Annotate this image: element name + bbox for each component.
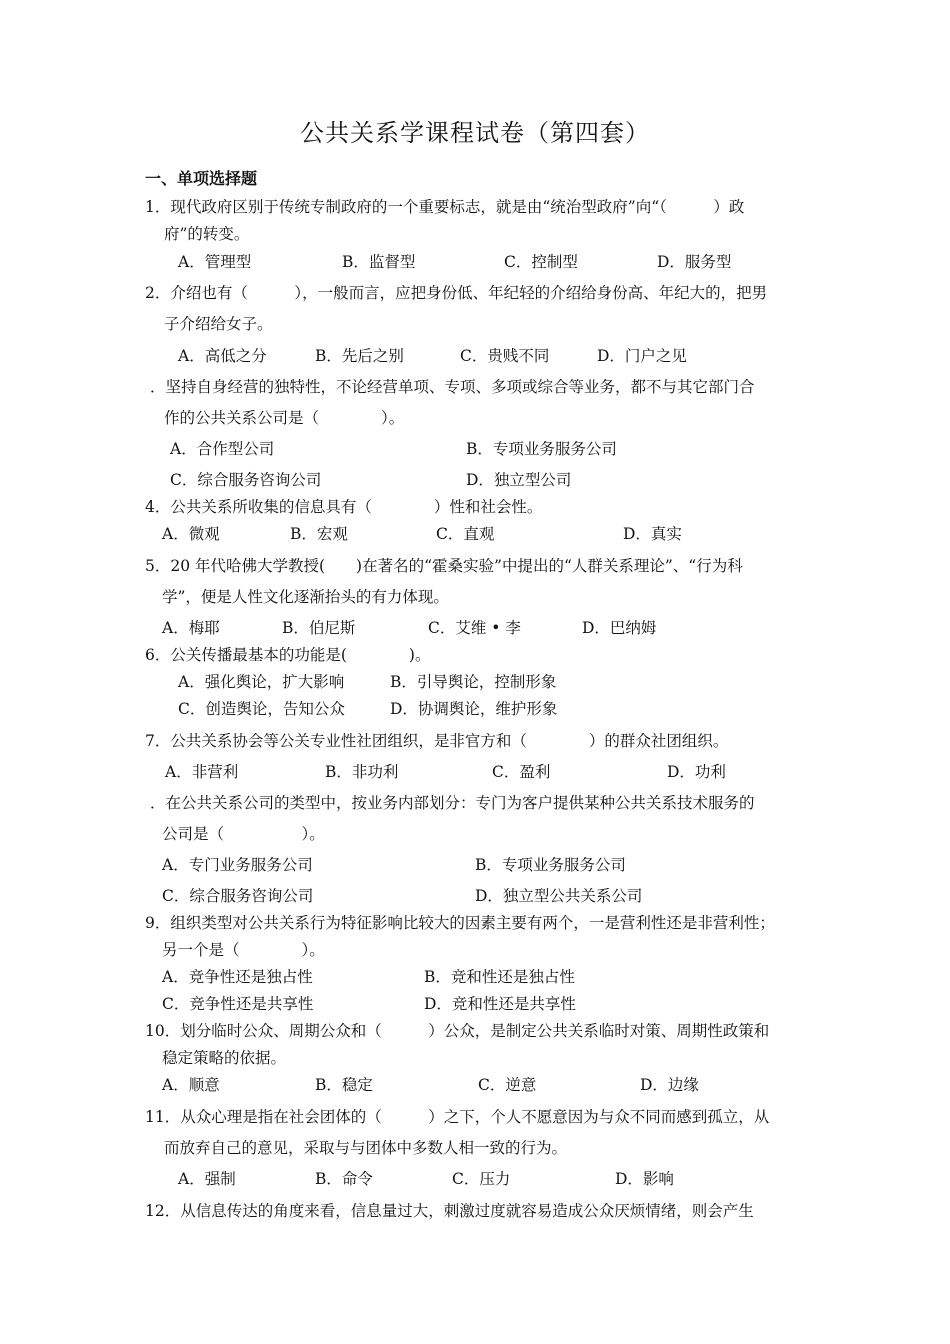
question-10-stem-line-2: 稳定策略的依据。 [162, 1049, 287, 1067]
page-title: 公共关系学课程试卷（第四套） [300, 119, 650, 147]
question-11-option-c: C．压力 [452, 1170, 511, 1188]
question-1-option-b: B．监督型 [342, 253, 416, 271]
question-12-stem-line-1: 12．从信息传达的角度来看，信息量过大，刺激过度就容易造成公众厌烦情绪，则会产生 [145, 1202, 754, 1220]
question-9-option-d: D．竞和性还是共享性 [424, 995, 576, 1013]
question-9-option-c: C．竞争性还是共享性 [162, 995, 314, 1013]
question-5-stem-line-1: 5．20 年代哈佛大学教授( )在著名的“霍桑实验”中提出的“人群关系理论”、“行为科 [145, 557, 743, 575]
question-3-option-d: D．独立型公司 [466, 471, 572, 489]
question-1-stem-line-1: 1．现代政府区别于传统专制政府的一个重要标志，就是由“统治型政府”向“（ ）政 [145, 198, 745, 216]
question-11-option-b: B．命令 [315, 1170, 373, 1188]
question-8-option-c: C．综合服务咨询公司 [162, 887, 314, 905]
question-10-option-d: D．边缘 [640, 1076, 699, 1094]
question-7-option-c: C．盈利 [492, 763, 551, 781]
question-1-option-d: D．服务型 [657, 253, 732, 271]
question-2-option-d: D．门户之见 [597, 347, 687, 365]
question-11-option-a: A．强制 [178, 1170, 236, 1188]
question-9-option-a: A．竞争性还是独占性 [162, 968, 313, 986]
question-2-stem-line-1: 2．介绍也有（ ），一般而言，应把身份低、年纪轻的介绍给身份高、年纪大的，把男 [145, 284, 768, 302]
question-6-option-c: C．创造舆论，告知公众 [178, 700, 345, 718]
question-3-option-a: A．合作型公司 [170, 440, 275, 458]
question-8-stem-line-1: ．在公共关系公司的类型中，按业务内部划分：专门为客户提供某种公共关系技术服务的 [150, 794, 755, 812]
question-10-option-c: C．逆意 [478, 1076, 537, 1094]
question-7-option-b: B．非功利 [325, 763, 399, 781]
question-3-option-c: C．综合服务咨询公司 [170, 471, 322, 489]
question-4-option-b: B．宏观 [290, 525, 348, 543]
question-5-option-d: D．巴纳姆 [582, 619, 657, 637]
question-2-stem-line-2: 子介绍给女子。 [164, 315, 273, 333]
question-9-option-b: B．竞和性还是独占性 [424, 968, 575, 986]
question-8-option-b: B．专项业务服务公司 [475, 856, 626, 874]
question-4-option-d: D．真实 [623, 525, 682, 543]
question-3-stem-line-2: 作的公共关系公司是（ ）。 [164, 409, 405, 427]
question-2-option-b: B．先后之别 [315, 347, 404, 365]
question-9-stem-line-2: 另一个是（ ）。 [162, 941, 325, 959]
question-6-option-a: A．强化舆论，扩大影响 [178, 673, 345, 691]
question-10-option-b: B．稳定 [315, 1076, 373, 1094]
question-7-option-d: D．功利 [667, 763, 726, 781]
question-1-stem-line-2: 府”的转变。 [164, 225, 250, 243]
question-10-stem-line-1: 10．划分临时公众、周期公众和（ ）公众，是制定公共关系临时对策、周期性政策和 [145, 1022, 770, 1040]
question-8-option-d: D．独立型公共关系公司 [475, 887, 643, 905]
question-3-stem-line-1: ．坚持自身经营的独特性，不论经营单项、专项、多项或综合等业务，都不与其它部门合 [150, 378, 755, 396]
question-6-option-b: B．引导舆论，控制形象 [390, 673, 557, 691]
question-2-option-c: C．贵贱不同 [460, 347, 550, 365]
question-7-stem: 7．公共关系协会等公关专业性社团组织，是非官方和（ ）的群众社团组织。 [145, 732, 729, 750]
section-heading: 一、单项选择题 [145, 169, 258, 188]
question-9-stem-line-1: 9．组织类型对公共关系行为特征影响比较大的因素主要有两个，一是营利性还是非营利性； [145, 914, 775, 932]
question-10-option-a: A．顺意 [162, 1076, 220, 1094]
question-11-option-d: D．影响 [615, 1170, 674, 1188]
question-8-stem-line-2: 公司是（ ）。 [162, 825, 325, 843]
question-6-option-d: D．协调舆论，维护形象 [390, 700, 558, 718]
question-5-stem-line-2: 学”，便是人性文化逐渐抬头的有力体现。 [162, 588, 449, 606]
question-6-stem: 6．公关传播最基本的功能是( )。 [145, 646, 431, 664]
question-5-option-b: B．伯尼斯 [282, 619, 356, 637]
question-1-option-a: A．管理型 [178, 253, 252, 271]
question-2-option-a: A．高低之分 [178, 347, 267, 365]
question-8-option-a: A．专门业务服务公司 [162, 856, 313, 874]
question-4-option-c: C．直观 [436, 525, 495, 543]
question-5-option-c: C．艾维 • 李 [428, 619, 521, 637]
question-4-stem: 4．公共关系所收集的信息具有（ ）性和社会性。 [145, 498, 543, 516]
question-1-option-c: C．控制型 [504, 253, 578, 271]
question-11-stem-line-1: 11．从众心理是指在社会团体的（ ）之下，个人不愿意因为与众不同而感到孤立，从 [145, 1108, 770, 1126]
question-11-stem-line-2: 而放弃自己的意见，采取与与团体中多数人相一致的行为。 [164, 1139, 568, 1157]
question-3-option-b: B．专项业务服务公司 [466, 440, 617, 458]
question-4-option-a: A．微观 [162, 525, 220, 543]
question-5-option-a: A．梅耶 [162, 619, 220, 637]
question-7-option-a: A．非营利 [165, 763, 239, 781]
